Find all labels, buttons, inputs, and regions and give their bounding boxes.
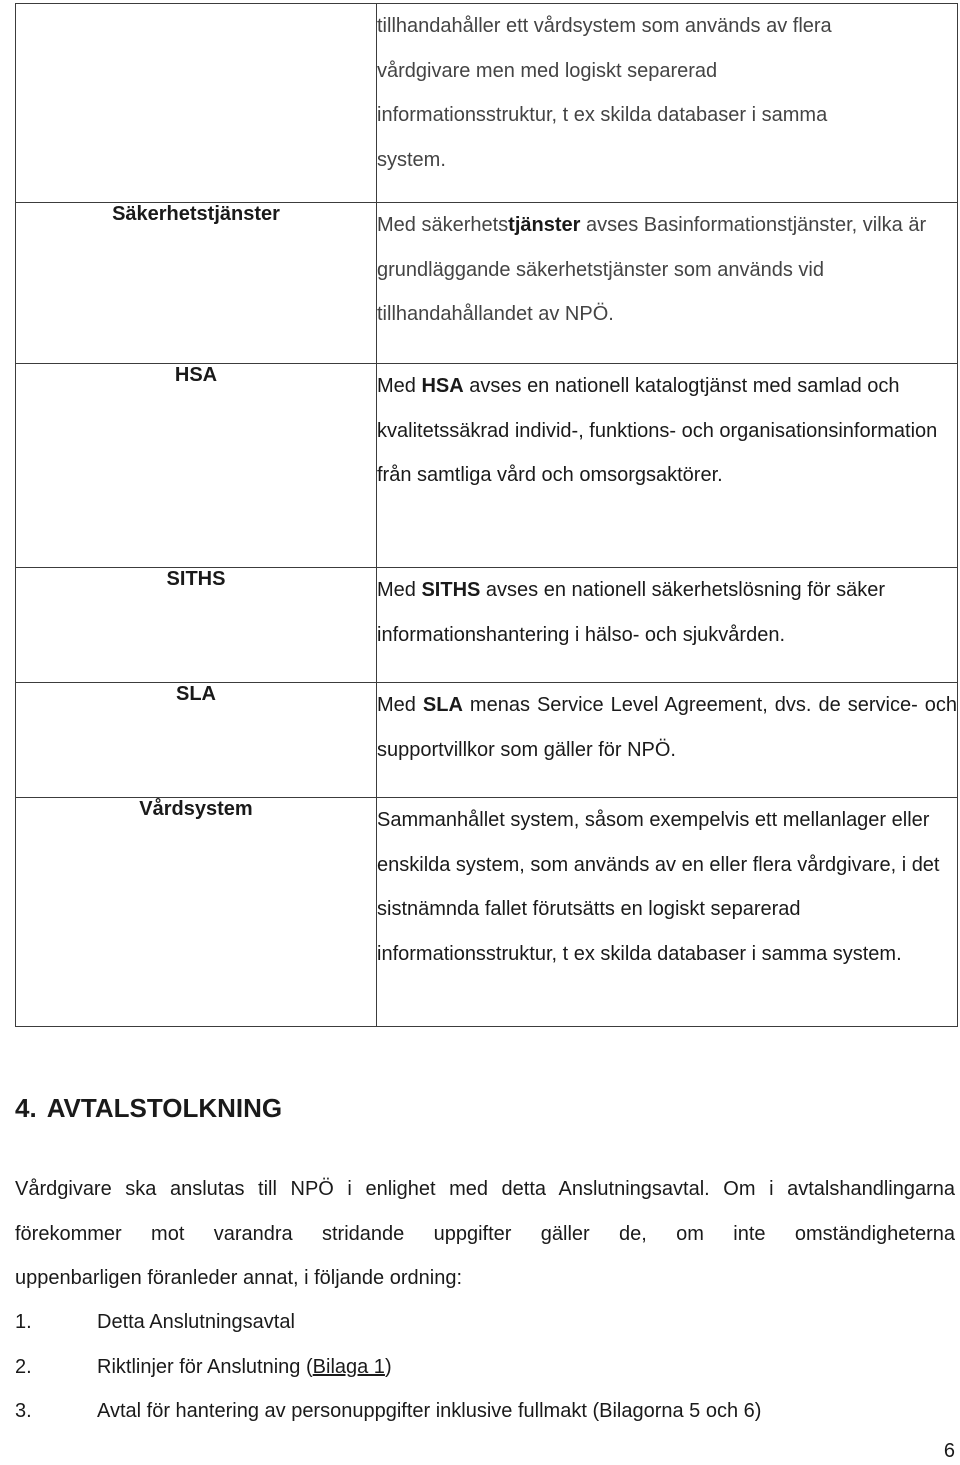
definition-sla (377, 683, 958, 798)
paragraph-line: Vårdgivare ska anslutas till NPÖ i enlighet med detta Anslutningsavtal. Om i avtalshandlingarna (15, 1178, 955, 1200)
table-row (16, 798, 958, 1027)
definition-text: Med säkerhets (377, 214, 509, 236)
definition-text: avses en nationell katalogtjänst med samlad och kvalitetssäkrad individ-, funktions- och organisationsinformation från samtliga vård och omsorgsaktörer. (377, 375, 938, 487)
section-heading (15, 1093, 282, 1124)
list-number: 2. (15, 1355, 32, 1378)
list-item (15, 1389, 761, 1434)
definition-sakerhetstjanster (377, 203, 958, 364)
list-number: 3. (15, 1400, 32, 1422)
list-item-text: ) (384, 1355, 392, 1378)
definition-line: system. (377, 149, 446, 172)
section-number: 4. (15, 1093, 37, 1123)
list-item-text: Riktlinjer för Anslutning ( (97, 1355, 313, 1378)
table-row (16, 683, 958, 798)
definition-bold-term: tjänster (508, 214, 581, 236)
definition-text: avses Basinformationstjänster, vilka är grundläggande säkerhetstjänster som används vid tillhandahållandet av NPÖ. (377, 214, 927, 326)
list-number: 1. (15, 1311, 32, 1333)
page-number: 6 (943, 1440, 955, 1462)
paragraph-line: uppenbarligen föranleder annat, i följande ordning: (15, 1267, 463, 1289)
term-sla: SLA (16, 683, 377, 798)
definition-line: informationsstruktur, t ex skilda databaser i samma (377, 104, 828, 127)
definition-text: Med (377, 579, 422, 601)
body-paragraph (15, 1167, 955, 1301)
table-row (16, 4, 958, 203)
term-sakerhetstjanster: Säkerhetstjänster (16, 203, 377, 364)
definition-line: tillhandahåller ett vårdsystem som används av flera (377, 15, 832, 37)
definition-bold-term: SLA (422, 694, 463, 716)
list-item-text: Detta Anslutningsavtal (97, 1311, 295, 1333)
definition-text: avses en nationell säkerhetslösning för säker informationshantering i hälso- och sjukvården. (377, 579, 886, 646)
list-item (15, 1300, 761, 1345)
paragraph-line: förekommer mot varandra stridande uppgifter gäller de, om inte omständigheterna (15, 1222, 955, 1245)
definition-bold-term: HSA (421, 375, 464, 397)
term-hsa: HSA (16, 364, 377, 568)
definition-siths (377, 568, 958, 683)
list-item (15, 1345, 761, 1390)
definition-line: vårdgivare men med logiskt separerad (377, 59, 718, 82)
list-item-text: Avtal för hantering av personuppgifter inklusive fullmakt (Bilagorna 5 och 6) (97, 1400, 762, 1422)
table-row (16, 568, 958, 683)
table-row (16, 203, 958, 364)
definition-text: Med (377, 694, 423, 716)
term-siths: SITHS (16, 568, 377, 683)
table-row (16, 364, 958, 568)
definitions-table (15, 3, 958, 1027)
definition-cell (377, 4, 958, 203)
definition-text: Med (377, 375, 422, 397)
section-title: AVTALSTOLKNING (46, 1093, 283, 1123)
definition-text: menas Service Level Agreement, dvs. de service- och supportvillkor som gäller för NPÖ. (377, 694, 957, 761)
precedence-list (15, 1300, 761, 1434)
definition-hsa (377, 364, 958, 568)
definition-bold-term: SITHS (421, 579, 481, 601)
appendix-link[interactable]: Bilaga 1 (312, 1355, 385, 1378)
definition-vardsystem: Sammanhållet system, såsom exempelvis ett mellanlager eller enskilda system, som används av en eller flera vårdgivare, i det sistnämnda fallet förutsätts en logiskt separerad informationsstruktur, t ex skilda databaser i samma system. (377, 798, 958, 1027)
term-cell (16, 4, 377, 203)
term-vardsystem: Vårdsystem (16, 798, 377, 1027)
